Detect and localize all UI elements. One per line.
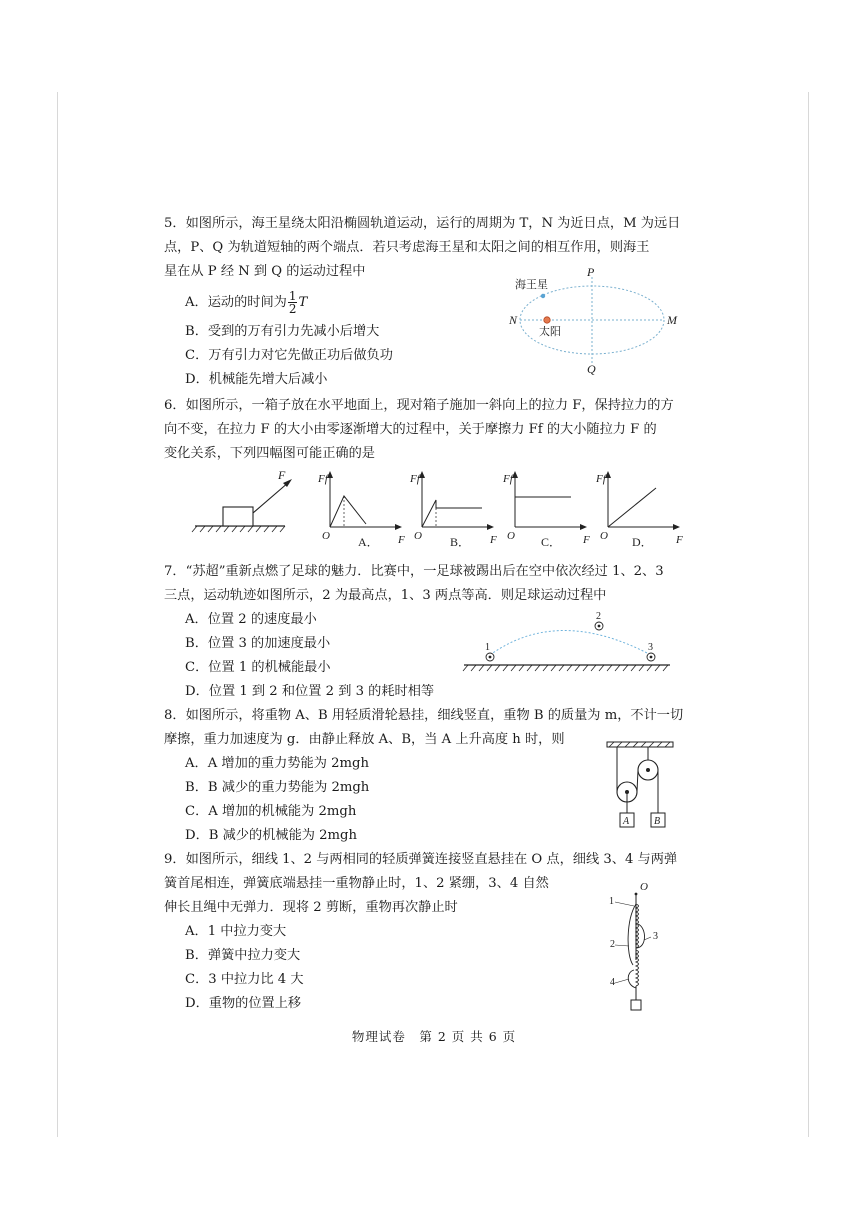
q7-option-b: B．位置 3 的加速度最小: [185, 636, 331, 651]
q5-option-d: D．机械能先增大后减小: [185, 372, 328, 387]
line-4: [628, 970, 636, 988]
graph-a-ylabel: Ff: [318, 473, 328, 485]
q9-option-c: C．3 中拉力比 4 大: [185, 972, 304, 987]
graph-a-label: A．: [358, 535, 379, 549]
q8-option-b: B．B 减少的重力势能为 2mgh: [185, 780, 370, 795]
neptune-label: 海王星: [515, 279, 548, 291]
graph-a-origin: O: [322, 530, 330, 542]
point-label-3: 3: [648, 642, 653, 653]
q9-option-b: B．弹簧中拉力变大: [185, 948, 301, 963]
fraction-numerator: 1: [288, 289, 297, 303]
q7-option-d: D．位置 1 到 2 和位置 2 到 3 的耗时相等: [185, 684, 435, 699]
q7-stem-line-2: 三点，运动轨迹如图所示，2 为最高点，1、3 两点等高．则足球运动过程中: [164, 588, 607, 603]
label-1: 1: [609, 896, 614, 907]
graph-c-ylabel: Ff: [503, 473, 513, 485]
label-n: N: [509, 313, 518, 327]
neptune-dot: [541, 294, 545, 298]
q6-graph-b: [410, 470, 500, 548]
q5-option-a-suffix: T: [298, 295, 308, 310]
graph-d-xlabel: F: [676, 534, 683, 546]
block-a-label: A: [623, 816, 630, 827]
graph-b-label: B．: [450, 535, 471, 549]
page-footer: 物理试卷 第 2 页 共 6 页: [351, 1029, 517, 1044]
q6-graph-a: [318, 470, 408, 548]
q8-option-d: D．B 减少的机械能为 2mgh: [185, 828, 357, 843]
q5-stem-line-2: 点，P、Q 为轨道短轴的两个端点．若只考虑海王星和太阳之间的相互作用，则海王: [164, 240, 650, 255]
graph-c-xlabel: F: [583, 534, 590, 546]
hanging-weight: [631, 1000, 641, 1010]
q5-option-b: B．受到的万有引力先减小后增大: [185, 324, 380, 339]
q9-stem-line-3: 伸长且绳中无弹力．现将 2 剪断，重物再次静止时: [164, 900, 458, 915]
q5-orbit-figure: [505, 265, 685, 375]
box: [223, 507, 253, 526]
q7-trajectory-figure: [462, 610, 677, 678]
graph-c-label: C．: [541, 535, 562, 549]
q6-stem-line-2: 向不变，在拉力 F 的大小由零逐渐增大的过程中，关于摩擦力 Ff 的大小随拉力 F 的: [164, 422, 657, 437]
sun-label: 太阳: [539, 326, 561, 338]
q8-pulley-figure: [605, 738, 685, 833]
ground-hatch: [192, 526, 285, 532]
q6-graph-c: [503, 470, 593, 548]
q5-option-c: C．万有引力对它先做正功后做负功: [185, 348, 393, 363]
point-label-1: 1: [485, 642, 490, 653]
page-left-edge: [57, 92, 58, 1137]
q6-stem-line-3: 变化关系，下列四幅图可能正确的是: [164, 446, 375, 461]
q7-option-c: C．位置 1 的机械能最小: [185, 660, 331, 675]
q9-stem-line-2: 簧首尾相连，弹簧底端悬挂一重物静止时，1、2 紧绷，3、4 自然: [164, 876, 549, 891]
graph-b-ylabel: Ff: [410, 473, 420, 485]
graph-b-curve: [422, 500, 482, 527]
q7-stem-line-1: 7．“苏超”重新点燃了足球的魅力．比赛中，一足球被踢出后在空中依次经过 1、2、3: [164, 564, 664, 579]
line-2: [628, 904, 636, 965]
point-label-2: 2: [596, 611, 601, 622]
ball-trajectory: [490, 631, 651, 656]
label-p: P: [587, 265, 595, 279]
q6-box-figure: [195, 468, 295, 533]
q8-stem-line-2: 摩擦，重力加速度为 g．由静止释放 A、B，当 A 上升高度 h 时，则: [164, 732, 565, 747]
q6-graph-d: [596, 470, 686, 548]
label-3: 3: [653, 931, 658, 942]
fraction-denominator: 2: [288, 302, 297, 316]
page-right-edge: [808, 92, 809, 1137]
graph-b-xlabel: F: [490, 534, 497, 546]
q9-option-a: A．1 中拉力变大: [185, 924, 287, 939]
graph-b-origin: O: [414, 530, 422, 542]
q8-option-a: A．A 增加的重力势能为 2mgh: [185, 756, 369, 771]
force-arrow-line: [253, 482, 289, 513]
fraction-one-half: [288, 290, 298, 315]
force-label: F: [278, 468, 286, 482]
q8-option-c: C．A 增加的机械能为 2mgh: [185, 804, 357, 819]
graph-a-curve: [330, 496, 366, 527]
q9-spring-figure: [605, 880, 675, 1015]
q5-option-a: [185, 290, 307, 315]
field-hatch: [463, 665, 668, 671]
label-o: O: [640, 881, 648, 893]
graph-d-ylabel: Ff: [596, 473, 606, 485]
ceiling: [607, 742, 673, 747]
graph-c-origin: O: [507, 530, 515, 542]
graph-d-curve: [608, 488, 656, 527]
graph-d-origin: O: [600, 530, 608, 542]
q5-stem-line-1: 5．如图所示，海王星绕太阳沿椭圆轨道运动，运行的周期为 T，N 为近日点，M 为远日: [164, 216, 681, 231]
label-q: Q: [587, 362, 596, 376]
label-m: M: [667, 313, 677, 327]
graph-d-label: D．: [632, 535, 653, 549]
block-b-label: B: [654, 816, 661, 827]
q8-stem-line-1: 8．如图所示，将重物 A、B 用轻质滑轮悬挂，细线竖直，重物 B 的质量为 m，不计一切: [164, 708, 684, 723]
graph-a-xlabel: F: [398, 534, 405, 546]
q6-stem-line-1: 6．如图所示，一箱子放在水平地面上，现对箱子施加一斜向上的拉力 F，保持拉力的方: [164, 398, 674, 413]
q7-option-a: A．位置 2 的速度最小: [185, 612, 317, 627]
q9-stem-line-1: 9．如图所示，细线 1、2 与两相同的轻质弹簧连接竖直悬挂在 O 点，细线 3、4 与两弹: [164, 852, 678, 867]
q9-option-d: D．重物的位置上移: [185, 996, 302, 1011]
q5-option-a-prefix: A．运动的时间为: [185, 295, 287, 310]
label-4: 4: [610, 977, 615, 988]
q5-stem-line-3: 星在从 P 经 N 到 Q 的运动过程中: [164, 264, 366, 279]
rope-middle: [637, 770, 638, 792]
label-2: 2: [610, 939, 615, 950]
sun-dot: [544, 317, 550, 323]
